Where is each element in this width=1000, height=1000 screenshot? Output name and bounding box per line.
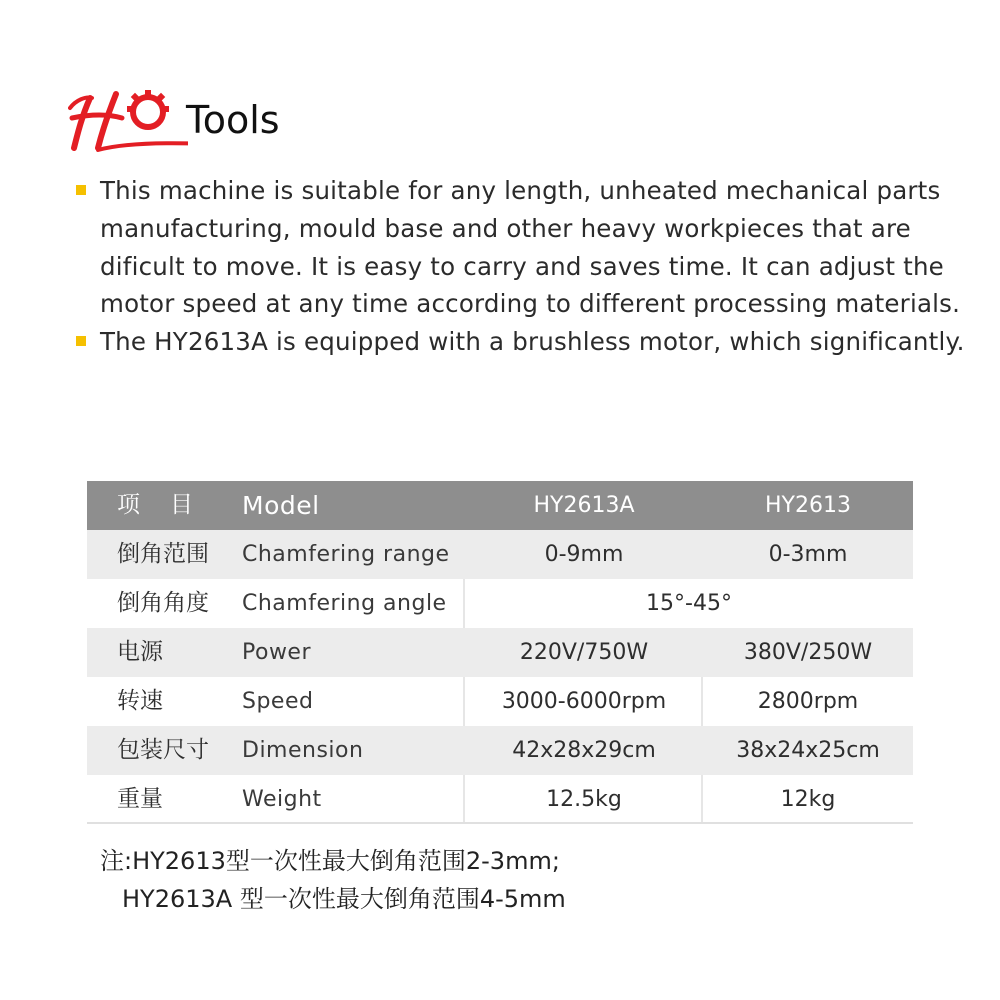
footnote-line-1: 注:HY2613型一次性最大倒角范围2-3mm;: [100, 847, 560, 875]
row-en-label: Dimension: [242, 738, 364, 763]
table-bottom-rule: [87, 822, 913, 824]
row-cn-label: 电源: [117, 639, 163, 665]
bullet-square-icon: [76, 185, 86, 195]
table-row: [87, 726, 913, 775]
footnote: [100, 842, 566, 918]
table-row: [87, 530, 913, 579]
row-en-label: Chamfering range: [242, 542, 450, 567]
row-value-a: 0-9mm: [544, 542, 624, 567]
header-cn-label: 项目: [117, 492, 223, 518]
row-en-label: Power: [242, 640, 312, 665]
row-cn-label: 包装尺寸: [117, 737, 209, 763]
row-cn-label: 倒角范围: [117, 541, 209, 567]
hq-logo-mark-icon: [68, 88, 188, 160]
header-model-a: HY2613A: [533, 493, 635, 518]
row-value-b: 0-3mm: [768, 542, 848, 567]
row-value-a: 42x28x29cm: [512, 738, 656, 763]
table-row: [87, 775, 913, 824]
table-row: [87, 677, 913, 726]
spec-table: [87, 481, 913, 824]
row-cn-label: 倒角角度: [117, 590, 209, 616]
footnote-line-2: HY2613A 型一次性最大倒角范围4-5mm: [122, 885, 566, 913]
row-cn-label: 重量: [117, 786, 163, 812]
row-cn-label: 转速: [117, 688, 163, 714]
table-row: [87, 579, 913, 628]
feature-text: The HY2613A is equipped with a brushless motor, which significantly.: [100, 327, 965, 357]
feature-item: [72, 172, 972, 323]
header-model-b: HY2613: [765, 493, 851, 518]
table-row: [87, 628, 913, 677]
row-value-a: 12.5kg: [546, 787, 622, 812]
row-en-label: Weight: [242, 787, 322, 812]
brand-logo: [68, 88, 298, 160]
row-value-b: 380V/250W: [743, 640, 873, 665]
row-en-label: Chamfering angle: [242, 591, 447, 616]
bullet-square-icon: [76, 336, 86, 346]
row-en-label: Speed: [242, 689, 314, 714]
row-value-b: 12kg: [780, 787, 836, 812]
row-value-merged: 15°-45°: [646, 591, 732, 616]
row-value-a: 220V/750W: [519, 640, 649, 665]
feature-item: [72, 323, 972, 361]
spec-header-row: [87, 481, 913, 530]
row-value-a: 3000-6000rpm: [501, 689, 667, 714]
row-value-b: 2800rpm: [757, 689, 859, 714]
feature-list: [72, 172, 972, 361]
header-en-label: Model: [242, 491, 320, 520]
row-value-b: 38x24x25cm: [736, 738, 880, 763]
feature-text: This machine is suitable for any length, unheated mechanical parts manufacturing, mould base and other heavy workpieces that are dificult to move. It is easy to carry and saves time. It can adjust the motor speed at any time according to different processing materials.: [100, 176, 961, 319]
brand-word: Tools: [186, 98, 280, 142]
